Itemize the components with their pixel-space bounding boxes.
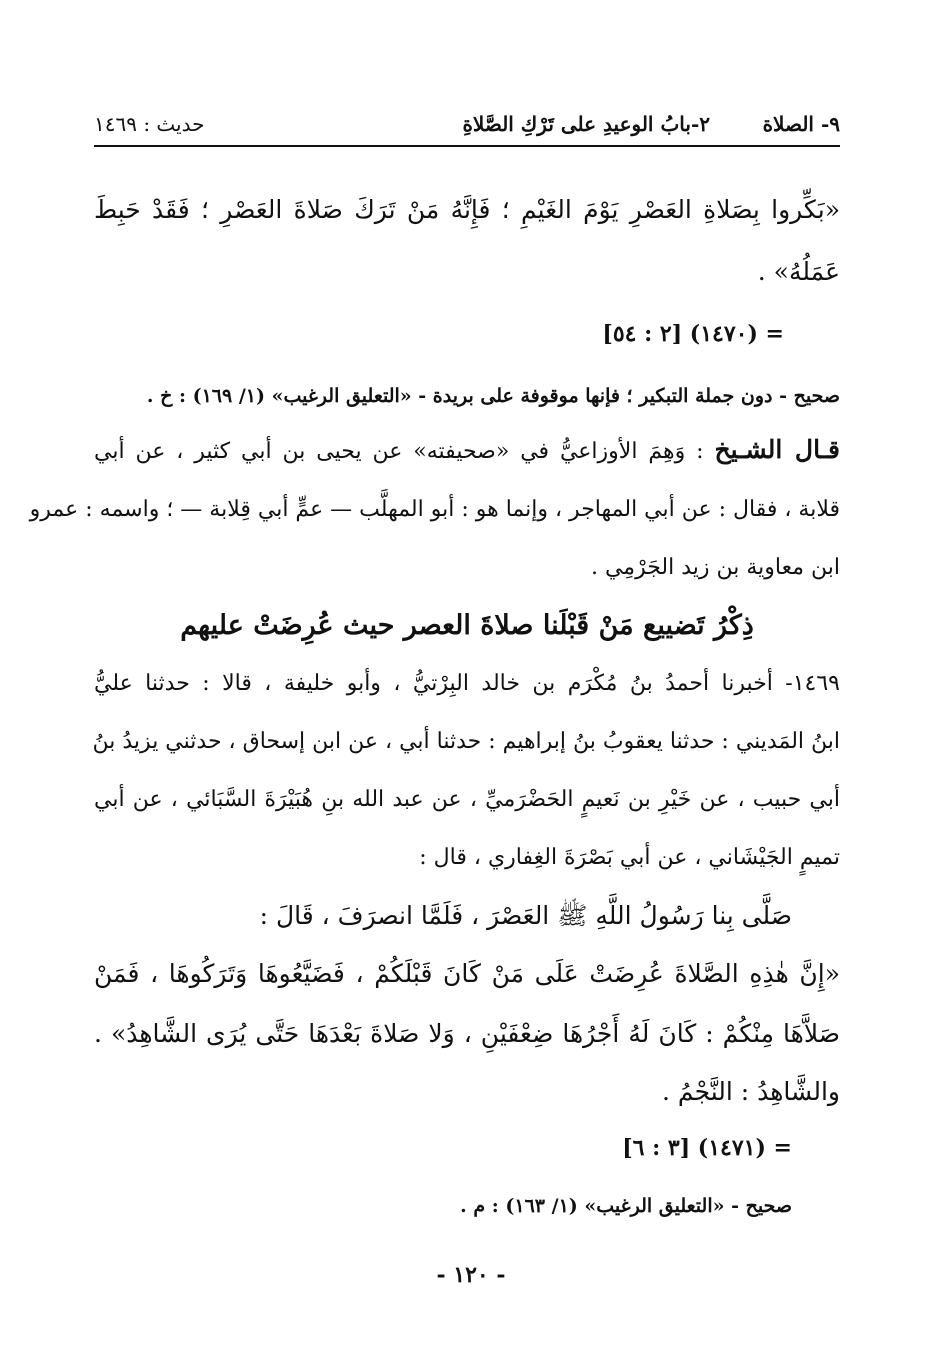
commentary-line: ابن معاوية بن زيد الجَرْمِي . bbox=[590, 555, 840, 580]
grading-note: صحيح - دون جملة التبكير ؛ فإنها موقوفة على بريدة - «التعليق الرغيب» (١/ ١٦٩) : خ . bbox=[146, 385, 840, 407]
cross-reference: = (١٤٧١) [٣ : ٦] bbox=[622, 1135, 792, 1161]
grading-note: صحيح - «التعليق الرغيب» (١/ ١٦٣) : م . bbox=[460, 1195, 792, 1217]
commentary-text: : وَهِمَ الأوزاعيُّ في «صحيفته» عن يحيى بن أبي كثير ، عن أبي bbox=[94, 439, 715, 464]
hadith-reference: حديث : ١٤٦٩ bbox=[94, 112, 205, 136]
isnad-line: ١٤٦٩- أخبرنا أحمدُ بنُ مُكْرَم بن خالد البِرْتيُّ ، وأبو خليفة ، قالا : حدثنا عليُّ bbox=[94, 671, 840, 696]
section-header: ٢-بابُ الوعيدِ على تَرْكِ الصَّلاةِ bbox=[462, 112, 710, 136]
commentary-line: قلابة ، فقال : عن أبي المهاجر ، وإنما هو : أبو المهلَّب — عمٍّ أبي قِلابة — ؛ واسمه : عمرو bbox=[29, 497, 840, 522]
hadith-text-line: «إِنَّ هٰذِهِ الصَّلاةَ عُرِضَتْ عَلَى مَنْ كَانَ قَبْلَكُمْ ، فَضَيَّعُوهَا وَتَرَكُوهَا ، فَمَنْ bbox=[94, 959, 840, 988]
isnad-line: تميمٍ الجَيْشَاني ، عن أبي بَصْرَةَ الغِفاري ، قال : bbox=[419, 845, 840, 870]
isnad-line: أبي حبيب ، عن خَيْرِ بن نَعيمٍ الحَضْرَميِّ ، عن عبد الله بنِ هُبَيْرَةَ السَّبَائي ، عن أبي bbox=[94, 787, 840, 812]
chapter-header: ٩- الصلاة bbox=[762, 112, 840, 136]
isnad-line: ابنُ المَديني : حدثنا يعقوبُ بنُ إبراهيم : حدثنا أبي ، عن ابن إسحاق ، حدثني يزيدُ بنُ bbox=[92, 729, 840, 754]
section-title: ذِكْرُ تَضييع مَنْ قَبْلَنا صلاةَ العصر حيث عُرِضَتْ عليهم bbox=[180, 610, 754, 641]
hadith-text-line: عَمَلُهُ» . bbox=[757, 257, 840, 286]
hadith-text-line: صَلَّى بِنا رَسُولُ اللَّهِ ﷺ العَصْرَ ، فَلَمَّا انصرَفَ ، قَالَ : bbox=[259, 901, 792, 930]
sheikh-label: قـال الشـيخ bbox=[714, 435, 840, 464]
hadith-text-line: «بَكِّروا بِصَلاةِ العَصْرِ يَوْمَ الغَيْمِ ؛ فَإِنَّهُ مَنْ تَرَكَ صَلاةَ العَصْرِ ؛ فَقَدْ حَبِطَ bbox=[94, 195, 840, 224]
cross-reference: = (١٤٧٠) [٢ : ٥٤] bbox=[602, 321, 784, 347]
hadith-text-line: صَلاَّهَا مِنْكُمْ : كَانَ لَهُ أَجْرُهَا ضِعْفَيْنِ ، وَلا صَلاةَ بَعْدَهَا حَتَّى يُرَى الشَّاهِدُ» . bbox=[94, 1019, 840, 1048]
commentary-line bbox=[94, 430, 840, 472]
hadith-text-line: والشَّاهِدُ : النَّجْمُ . bbox=[662, 1077, 840, 1106]
header-rule bbox=[94, 145, 840, 147]
page-number: - ١٢٠ - bbox=[436, 1262, 506, 1288]
